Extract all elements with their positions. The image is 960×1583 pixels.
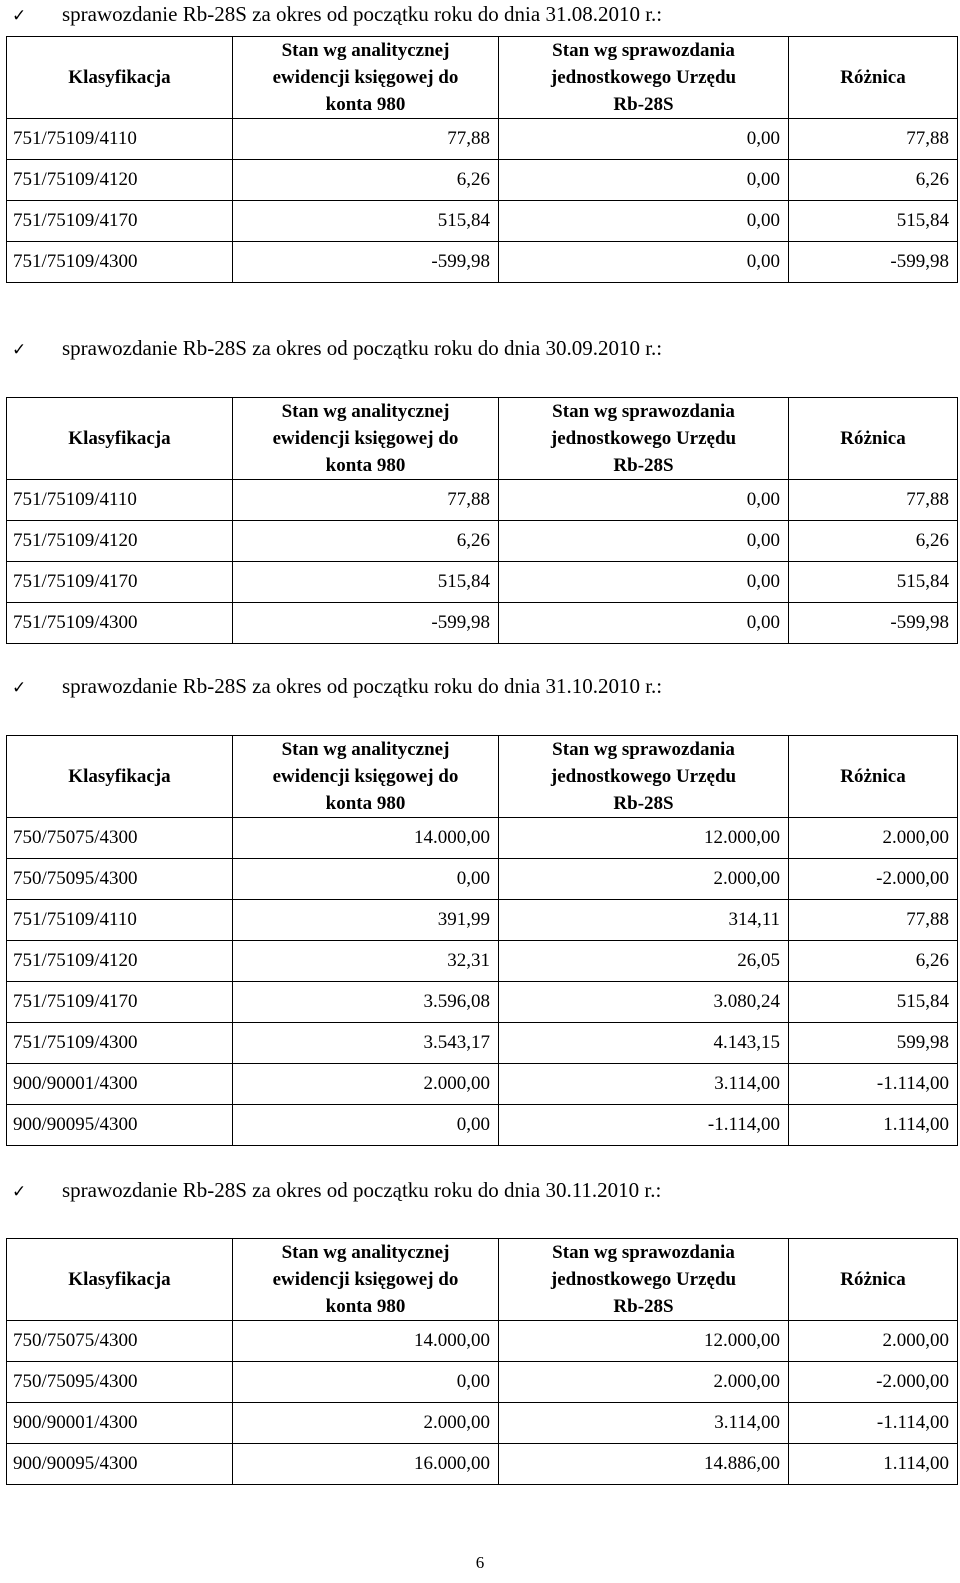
cell-stan-analityczny: 77,88 bbox=[233, 119, 499, 160]
table-row bbox=[7, 201, 958, 242]
cell-klasyfikacja: 750/75095/4300 bbox=[7, 859, 233, 900]
header-stan-analityczny bbox=[233, 398, 499, 480]
header-line: ewidencji księgowej do bbox=[272, 67, 459, 88]
header-line: konta 980 bbox=[325, 793, 406, 814]
checkmark-icon: ✓ bbox=[12, 340, 27, 360]
cell-roznica: -1.114,00 bbox=[789, 1064, 958, 1105]
cell-klasyfikacja: 900/90001/4300 bbox=[7, 1064, 233, 1105]
header-line: Stan wg analitycznej bbox=[281, 1242, 450, 1263]
header-line: ewidencji księgowej do bbox=[272, 428, 459, 449]
header-roznica: Różnica bbox=[789, 1239, 958, 1321]
section-title: sprawozdanie Rb-28S za okres od początku roku do dnia 31.08.2010 r.: bbox=[62, 2, 663, 26]
cell-roznica: -599,98 bbox=[789, 603, 958, 644]
header-roznica: Różnica bbox=[789, 37, 958, 119]
cell-stan-analityczny: 2.000,00 bbox=[233, 1064, 499, 1105]
cell-stan-sprawozdania: 0,00 bbox=[499, 521, 789, 562]
cell-klasyfikacja: 751/75109/4110 bbox=[7, 900, 233, 941]
table-header-row bbox=[7, 37, 958, 119]
cell-stan-analityczny: 6,26 bbox=[233, 521, 499, 562]
header-stan-analityczny bbox=[233, 736, 499, 818]
cell-roznica: 2.000,00 bbox=[789, 818, 958, 859]
cell-stan-sprawozdania: 0,00 bbox=[499, 201, 789, 242]
cell-roznica: 515,84 bbox=[789, 562, 958, 603]
header-line: jednostkowego Urzędu bbox=[550, 766, 737, 787]
cell-roznica: -2.000,00 bbox=[789, 859, 958, 900]
cell-roznica: 6,26 bbox=[789, 160, 958, 201]
header-klasyfikacja: Klasyfikacja bbox=[7, 1239, 233, 1321]
section-title: sprawozdanie Rb-28S za okres od początku roku do dnia 30.11.2010 r.: bbox=[62, 1178, 662, 1202]
cell-stan-sprawozdania: 0,00 bbox=[499, 119, 789, 160]
table-row bbox=[7, 1362, 958, 1403]
cell-klasyfikacja: 751/75109/4170 bbox=[7, 982, 233, 1023]
cell-stan-analityczny: -599,98 bbox=[233, 242, 499, 283]
header-klasyfikacja: Klasyfikacja bbox=[7, 736, 233, 818]
cell-roznica: -2.000,00 bbox=[789, 1362, 958, 1403]
cell-roznica: 2.000,00 bbox=[789, 1321, 958, 1362]
section-heading bbox=[12, 334, 662, 362]
cell-klasyfikacja: 750/75095/4300 bbox=[7, 1362, 233, 1403]
table-row bbox=[7, 521, 958, 562]
cell-stan-sprawozdania: 2.000,00 bbox=[499, 859, 789, 900]
table-row bbox=[7, 900, 958, 941]
cell-stan-analityczny: 0,00 bbox=[233, 1105, 499, 1146]
header-klasyfikacja: Klasyfikacja bbox=[7, 37, 233, 119]
cell-klasyfikacja: 751/75109/4300 bbox=[7, 1023, 233, 1064]
header-stan-sprawozdania bbox=[499, 1239, 789, 1321]
cell-roznica: 77,88 bbox=[789, 119, 958, 160]
cell-roznica: 515,84 bbox=[789, 982, 958, 1023]
cell-klasyfikacja: 751/75109/4170 bbox=[7, 562, 233, 603]
cell-stan-analityczny: 14.000,00 bbox=[233, 818, 499, 859]
table-header-row bbox=[7, 1239, 958, 1321]
cell-stan-sprawozdania: 0,00 bbox=[499, 562, 789, 603]
cell-stan-analityczny: 14.000,00 bbox=[233, 1321, 499, 1362]
cell-stan-sprawozdania: 12.000,00 bbox=[499, 1321, 789, 1362]
cell-stan-sprawozdania: 4.143,15 bbox=[499, 1023, 789, 1064]
table-header-row bbox=[7, 736, 958, 818]
report-table bbox=[6, 36, 958, 283]
section-title: sprawozdanie Rb-28S za okres od początku roku do dnia 30.09.2010 r.: bbox=[62, 336, 663, 360]
cell-stan-sprawozdania: 14.886,00 bbox=[499, 1444, 789, 1485]
cell-klasyfikacja: 751/75109/4300 bbox=[7, 603, 233, 644]
cell-roznica: 599,98 bbox=[789, 1023, 958, 1064]
header-line: Stan wg sprawozdania bbox=[552, 1242, 735, 1263]
table-row bbox=[7, 1444, 958, 1485]
cell-roznica: -1.114,00 bbox=[789, 1403, 958, 1444]
table-row bbox=[7, 242, 958, 283]
section-heading bbox=[12, 672, 662, 700]
header-stan-sprawozdania bbox=[499, 736, 789, 818]
cell-stan-analityczny: 6,26 bbox=[233, 160, 499, 201]
cell-stan-analityczny: 515,84 bbox=[233, 201, 499, 242]
checkmark-icon: ✓ bbox=[12, 678, 27, 698]
cell-roznica: 1.114,00 bbox=[789, 1105, 958, 1146]
section-heading bbox=[12, 0, 662, 28]
table-row bbox=[7, 1064, 958, 1105]
header-line: jednostkowego Urzędu bbox=[550, 1269, 737, 1290]
header-line: Stan wg analitycznej bbox=[281, 401, 450, 422]
cell-klasyfikacja: 750/75075/4300 bbox=[7, 1321, 233, 1362]
header-line: Stan wg sprawozdania bbox=[552, 739, 735, 760]
cell-stan-sprawozdania: 3.114,00 bbox=[499, 1064, 789, 1105]
header-line: Stan wg analitycznej bbox=[281, 739, 450, 760]
checkmark-icon: ✓ bbox=[12, 6, 27, 26]
header-klasyfikacja: Klasyfikacja bbox=[7, 398, 233, 480]
section-title: sprawozdanie Rb-28S za okres od początku roku do dnia 31.10.2010 r.: bbox=[62, 674, 663, 698]
cell-stan-sprawozdania: 0,00 bbox=[499, 160, 789, 201]
header-line: Rb-28S bbox=[613, 793, 674, 814]
cell-stan-analityczny: 391,99 bbox=[233, 900, 499, 941]
cell-stan-analityczny: 16.000,00 bbox=[233, 1444, 499, 1485]
table-row bbox=[7, 603, 958, 644]
header-line: Stan wg sprawozdania bbox=[552, 40, 735, 61]
cell-roznica: 515,84 bbox=[789, 201, 958, 242]
header-line: Rb-28S bbox=[613, 455, 674, 476]
table-row bbox=[7, 480, 958, 521]
cell-stan-sprawozdania: 26,05 bbox=[499, 941, 789, 982]
header-line: Rb-28S bbox=[613, 1296, 674, 1317]
header-stan-sprawozdania bbox=[499, 398, 789, 480]
section-heading bbox=[12, 1176, 661, 1204]
table-row bbox=[7, 562, 958, 603]
header-line: Stan wg analitycznej bbox=[281, 40, 450, 61]
header-line: Rb-28S bbox=[613, 94, 674, 115]
cell-stan-analityczny: -599,98 bbox=[233, 603, 499, 644]
cell-klasyfikacja: 900/90095/4300 bbox=[7, 1105, 233, 1146]
table-header-row bbox=[7, 398, 958, 480]
report-table bbox=[6, 1238, 958, 1485]
table-row bbox=[7, 859, 958, 900]
table-row bbox=[7, 982, 958, 1023]
header-line: ewidencji księgowej do bbox=[272, 1269, 459, 1290]
cell-klasyfikacja: 900/90095/4300 bbox=[7, 1444, 233, 1485]
cell-roznica: 1.114,00 bbox=[789, 1444, 958, 1485]
header-line: konta 980 bbox=[325, 94, 406, 115]
header-line: jednostkowego Urzędu bbox=[550, 67, 737, 88]
table-row bbox=[7, 1105, 958, 1146]
table-row bbox=[7, 1321, 958, 1362]
cell-klasyfikacja: 900/90001/4300 bbox=[7, 1403, 233, 1444]
cell-stan-analityczny: 2.000,00 bbox=[233, 1403, 499, 1444]
cell-stan-sprawozdania: 2.000,00 bbox=[499, 1362, 789, 1403]
cell-stan-analityczny: 3.596,08 bbox=[233, 982, 499, 1023]
cell-stan-sprawozdania: 314,11 bbox=[499, 900, 789, 941]
cell-stan-analityczny: 3.543,17 bbox=[233, 1023, 499, 1064]
header-line: konta 980 bbox=[325, 455, 406, 476]
cell-stan-sprawozdania: 0,00 bbox=[499, 480, 789, 521]
cell-stan-sprawozdania: 12.000,00 bbox=[499, 818, 789, 859]
cell-klasyfikacja: 751/75109/4110 bbox=[7, 119, 233, 160]
table-row bbox=[7, 1403, 958, 1444]
header-line: ewidencji księgowej do bbox=[272, 766, 459, 787]
table-row bbox=[7, 1023, 958, 1064]
cell-klasyfikacja: 750/75075/4300 bbox=[7, 818, 233, 859]
cell-stan-analityczny: 0,00 bbox=[233, 859, 499, 900]
header-line: Stan wg sprawozdania bbox=[552, 401, 735, 422]
cell-stan-sprawozdania: -1.114,00 bbox=[499, 1105, 789, 1146]
cell-klasyfikacja: 751/75109/4120 bbox=[7, 941, 233, 982]
cell-roznica: 6,26 bbox=[789, 941, 958, 982]
cell-stan-analityczny: 0,00 bbox=[233, 1362, 499, 1403]
report-table bbox=[6, 735, 958, 1146]
cell-klasyfikacja: 751/75109/4120 bbox=[7, 160, 233, 201]
header-roznica: Różnica bbox=[789, 736, 958, 818]
cell-stan-sprawozdania: 3.080,24 bbox=[499, 982, 789, 1023]
table-row bbox=[7, 160, 958, 201]
cell-stan-analityczny: 32,31 bbox=[233, 941, 499, 982]
header-stan-sprawozdania bbox=[499, 37, 789, 119]
cell-stan-sprawozdania: 0,00 bbox=[499, 242, 789, 283]
table-row bbox=[7, 119, 958, 160]
header-stan-analityczny bbox=[233, 37, 499, 119]
cell-klasyfikacja: 751/75109/4110 bbox=[7, 480, 233, 521]
cell-klasyfikacja: 751/75109/4300 bbox=[7, 242, 233, 283]
cell-stan-analityczny: 77,88 bbox=[233, 480, 499, 521]
cell-stan-sprawozdania: 0,00 bbox=[499, 603, 789, 644]
cell-roznica: -599,98 bbox=[789, 242, 958, 283]
table-row bbox=[7, 941, 958, 982]
header-roznica: Różnica bbox=[789, 398, 958, 480]
cell-roznica: 77,88 bbox=[789, 900, 958, 941]
header-stan-analityczny bbox=[233, 1239, 499, 1321]
header-line: konta 980 bbox=[325, 1296, 406, 1317]
header-line: jednostkowego Urzędu bbox=[550, 428, 737, 449]
cell-stan-sprawozdania: 3.114,00 bbox=[499, 1403, 789, 1444]
table-row bbox=[7, 818, 958, 859]
cell-klasyfikacja: 751/75109/4170 bbox=[7, 201, 233, 242]
page-number: 6 bbox=[475, 1553, 485, 1572]
checkmark-icon: ✓ bbox=[12, 1182, 27, 1202]
report-table bbox=[6, 397, 958, 644]
cell-stan-analityczny: 515,84 bbox=[233, 562, 499, 603]
cell-roznica: 6,26 bbox=[789, 521, 958, 562]
cell-klasyfikacja: 751/75109/4120 bbox=[7, 521, 233, 562]
cell-roznica: 77,88 bbox=[789, 480, 958, 521]
